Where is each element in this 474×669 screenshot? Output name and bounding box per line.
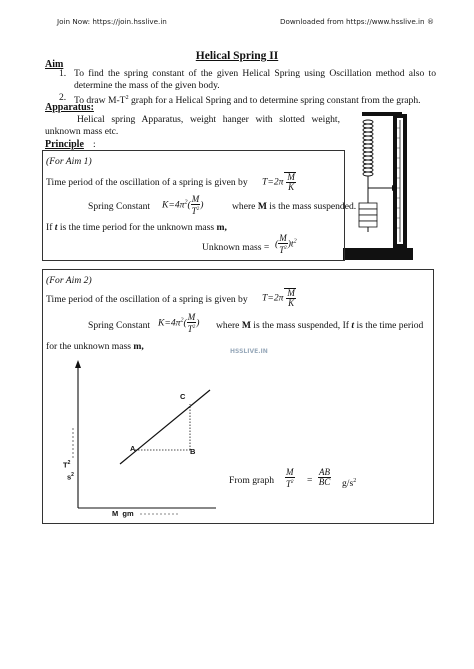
box1-heading: (For Aim 1) (46, 156, 92, 167)
box2-formula2: $K=4\pi^2$( $\frac{M}{T^2}$ ) (158, 312, 200, 334)
graph-point-c: C (180, 392, 186, 401)
box1-formula3: ( $\frac{M}{T^2}$ )$t^2$ (275, 233, 297, 255)
box2-heading: (For Aim 2) (46, 275, 92, 286)
box1-formula1: T=2π $\frac{M}{K}$ (262, 172, 295, 192)
aim-item-2-number: 2. (59, 92, 67, 103)
box1-spring-constant-label: Spring Constant (88, 201, 151, 212)
page-title: Helical Spring II (195, 50, 279, 62)
principle-colon: : (93, 139, 96, 150)
aim-label: Aim (45, 59, 64, 70)
principle-label: Principle (45, 139, 84, 150)
box1-unknown-label: Unknown mass = (202, 242, 270, 253)
box1-formula2: $K=4\pi^2$( $\frac{M}{T^2}$ ) (162, 194, 204, 216)
box2-spring-constant-label: Spring Constant (88, 320, 151, 331)
aim-item-1: To find the spring constant of the given Helical Spring using Oscillation method also to determine the mass of the given body. (74, 68, 436, 91)
box2-line1: Time period of the oscillation of a spring is given by (46, 294, 248, 305)
header-join-link[interactable]: Join Now: https://join.hsslive.in (57, 17, 167, 26)
box2-where-text: where M is the mass suspended, If t is the time period (216, 320, 424, 331)
box1-line1: Time period of the oscillation of a spring is given by (46, 177, 248, 188)
spring-apparatus-illustration (340, 108, 440, 268)
box2-formula1: T=2π $\frac{M}{K}$ (262, 288, 295, 308)
graph-point-a: A (130, 444, 136, 453)
aim-item-2: To draw $M-T^2$ graph for a Helical Spring and to determine spring constant from the graph. (74, 95, 421, 107)
box2-line3: for the unknown mass m, (46, 341, 144, 352)
aim-item-1-number: 1. (59, 68, 67, 79)
from-graph-mt2: $\frac{M}{T^2}$ (285, 467, 294, 489)
box1-where-text: where M is the mass suspended. (232, 201, 357, 212)
header-download-link[interactable]: Downloaded from https://www.hsslive.in ® (280, 17, 435, 26)
from-graph-label: From graph (229, 475, 275, 486)
apparatus-label: Apparatus: (45, 102, 94, 113)
from-graph-ab-bc: $\frac{AB}{BC}$ (318, 467, 331, 487)
result-unit: $g/s^2$ (342, 478, 357, 490)
box1-line3: If t is the time period for the unknown mass m, (46, 222, 227, 233)
graph-xlabel: M gm (112, 509, 134, 518)
graph-ylabel-unit: $s^2$ (67, 472, 74, 482)
apparatus-text: Helical spring Apparatus, weight hanger with slotted weight, unknown mass etc. (45, 114, 340, 137)
equals-sign: = (307, 475, 313, 486)
m-t2-graph (60, 358, 220, 518)
graph-ylabel: $T^2$ (63, 460, 71, 470)
watermark-logo: HSSLIVE.IN (230, 348, 268, 355)
graph-point-b: B (190, 447, 196, 456)
